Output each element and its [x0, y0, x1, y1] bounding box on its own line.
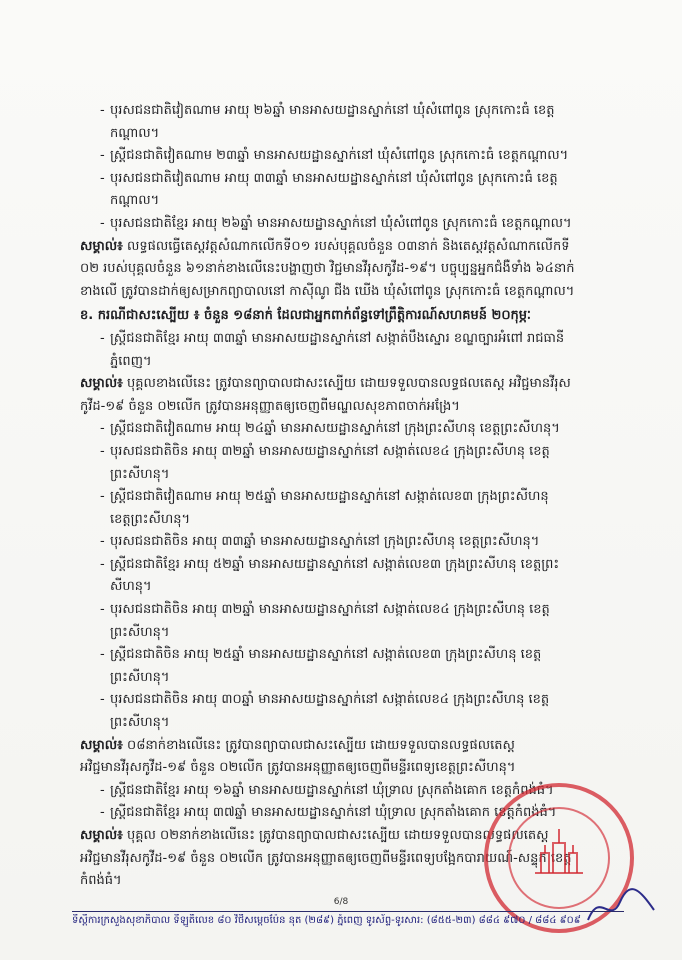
list-item-text: - ស្ត្រីជនជាតិវៀតណាម អាយុ ២៤ឆ្នាំ មានអាសយដ្ឋានស្នាក់នៅ ក្រុងព្រះសីហនុ ខេត្តព្រះសីហនុ។	[110, 421, 560, 437]
note-label: សម្គាល់៖	[80, 238, 123, 254]
list-item	[100, 168, 630, 213]
list-item-text: - បុរសជនជាតិវៀតណាម អាយុ ៣៣ឆ្នាំ មានអាសយដ្ឋានស្នាក់នៅ ឃុំសំពៅពូន ស្រុកកោះធំ ខេត្ត	[110, 170, 558, 186]
note-text: ០៨នាក់ខាងលើនេះ ត្រូវបានព្យាបាលជាសះស្បើយ ដោយទទួលបានលទ្ធផលតេស្ត	[122, 737, 515, 753]
document-body	[80, 100, 630, 893]
list-item	[100, 328, 630, 373]
note-text: បុគ្គលខាងលើនេះ ត្រូវបានព្យាបាលជាសះស្បើយ ដោយទទួលបានលទ្ធផលតេស្ត អវិជ្ជមានវីរុស	[122, 376, 571, 392]
list-item-text: ព្រះសីហនុ។	[110, 715, 170, 731]
note-text: បុគ្គល ០២នាក់ខាងលើនេះ ត្រូវបានព្យាបាលជាសះស្បើយ ដោយទទួលបានលទ្ធផលតេស្ត	[122, 828, 549, 843]
list-item-text: - ស្ត្រីជនជាតិវៀតណាម អាយុ ២៥ឆ្នាំ មានអាសយដ្ឋានស្នាក់នៅ សង្កាត់លេខ៣ ក្រុងព្រះសីហនុ	[110, 489, 549, 505]
list-item	[100, 100, 630, 145]
list-item-text: - បុរសជនជាតិចិន អាយុ ៣០ឆ្នាំ មានអាសយដ្ឋានស្នាក់នៅ សង្កាត់លេខ៤ ក្រុងព្រះសីហនុ ខេត្ត	[110, 692, 550, 708]
list-item-text: ភ្នំពេញ។	[110, 353, 152, 369]
list-item-text: ព្រះសីហនុ។	[110, 624, 170, 640]
temple-emblem-icon	[531, 825, 587, 875]
list-item-text: - បុរសជនជាតិខ្មែរ អាយុ ២៦ឆ្នាំ មានអាសយដ្ឋានស្នាក់នៅ ឃុំសំពៅពូន ស្រុកកោះធំ ខេត្តកណ្ដាល។	[110, 215, 572, 231]
list-item-text: - ស្ត្រីជនជាតិចិន អាយុ ២៥ឆ្នាំ មានអាសយដ្ឋានស្នាក់នៅ សង្កាត់លេខ៣ ក្រុងព្រះសីហនុ ខេត្ត	[110, 647, 542, 663]
list-item-text: សីហនុ។	[110, 579, 152, 595]
note-text: ខាងលើ ត្រូវបានដាក់ឲ្យសម្រាកព្យាបាលនៅ កាស៊ីណូ ជីង ឃើង ឃុំសំពៅពូន ស្រុកកោះធំ ខេត្តកណ្ដាល។	[80, 283, 575, 299]
list-item-text: - បុរសជនជាតិចិន អាយុ ៣២ឆ្នាំ មានអាសយដ្ឋានស្នាក់នៅ សង្កាត់លេខ៤ ក្រុងព្រះសីហនុ ខេត្ត	[110, 602, 550, 618]
note-text: កូវីដ-១៩ ចំនួន ០២លើក ត្រូវបានអនុញ្ញាតឲ្យចេញពីមណ្ឌលសុខភាពចាក់អង្រែ។	[80, 398, 460, 414]
note-paragraph	[80, 735, 630, 780]
list-item-text: - ស្ត្រីជនជាតិវៀតណាម ២៣ឆ្នាំ មានអាសយដ្ឋានស្នាក់នៅ ឃុំសំពៅពូន ស្រុកកោះធំ ខេត្តកណ្ដាល។	[110, 148, 569, 164]
list-item-text: កណ្ដាល។	[110, 193, 160, 209]
list-item-text: - បុរសជនជាតិចិន អាយុ ៣២ឆ្នាំ មានអាសយដ្ឋានស្នាក់នៅ សង្កាត់លេខ៤ ក្រុងព្រះសីហនុ ខេត្ត	[110, 443, 550, 459]
list-item-text: ព្រះសីហនុ។	[110, 466, 170, 482]
list-item	[100, 599, 630, 644]
list-item-text: ព្រះសីហនុ។	[110, 669, 170, 685]
list-item	[100, 441, 630, 486]
list-item	[100, 554, 630, 599]
list-item-text: - បុរសជនជាតិវៀតណាម អាយុ ២៦ឆ្នាំ មានអាសយដ្ឋានស្នាក់នៅ ឃុំសំពៅពូន ស្រុកកោះធំ ខេត្ត	[110, 103, 555, 118]
page-number: 6/8	[333, 897, 349, 907]
list-item-text: ខេត្តព្រះសីហនុ។	[110, 511, 191, 527]
note-text: ០២ របស់បុគ្គលចំនួន ៦១នាក់ខាងលើនេះបង្ហាញថា វិជ្ជមានវីរុសកូវីដ-១៩។ បច្ចុប្បន្នអ្នកជំងឺទាំង ៦៤នាក់	[80, 261, 575, 277]
note-label: សម្គាល់៖	[80, 737, 123, 753]
list-item	[100, 145, 630, 168]
note-text: លទ្ធផលធ្វើតេស្តវត្តសំណាកលើកទី០១ របស់បុគ្គលចំនួន ០៣នាក់ និងតេស្តវត្តសំណាកលើកទី	[122, 238, 570, 254]
list-item	[100, 486, 630, 531]
list-item-text: - ស្ត្រីជនជាតិខ្មែរ អាយុ ៣៧ឆ្នាំ មានអាសយដ្ឋានស្នាក់នៅ ឃុំទ្រាល ស្រុកតាំងគោក ខេត្តកំពង់ធំ។	[110, 805, 557, 821]
list-item-text: កណ្ដាល។	[110, 125, 160, 141]
section-heading: ខ. ករណីជាសះស្បើយ ៖ ចំនួន ១៨នាក់ ដែលជាអ្នកពាក់ព័ន្ធទៅព្រឹត្តិការណ៍សហគមន៍ ២០កុម្ភៈ	[80, 308, 532, 324]
footer-divider	[72, 911, 624, 912]
list-item-text: - បុរសជនជាតិចិន អាយុ ៣៣ឆ្នាំ មានអាសយដ្ឋានស្នាក់នៅ ក្រុងព្រះសីហនុ ខេត្តព្រះសីហនុ។	[110, 534, 540, 550]
footer-address: ទីស្តីការក្រសួងសុខាភិបាល ទីឡូតិ៍លេខ ៨០ វិថីសម្ដេចប៉ែន នុត (២៨៩) ភ្នំពេញ ទូរស័ព្ទ-ទូរសារ: (៨៥៥-២៣) ៨៨៤ ៩៧០ / ៨៨៤ ៩០៩	[72, 915, 581, 926]
list-item	[100, 418, 630, 441]
list-item-text: - ស្ត្រីជនជាតិខ្មែរ អាយុ ៣៣ឆ្នាំ មានអាសយដ្ឋានស្នាក់នៅ សង្កាត់បឹងស្នោរ ខណ្ឌច្បារអំពៅ រាជធានី	[110, 330, 565, 346]
note-text: អវិជ្ជមានវីរុសកូវីដ-១៩ ចំនួន ០២លើក ត្រូវបានអនុញ្ញាតឲ្យចេញពីមន្ទីរពេទ្យខេត្តព្រះសីហនុ។	[80, 760, 516, 776]
list-item	[100, 689, 630, 734]
note-paragraph	[80, 373, 630, 418]
note-label: សម្គាល់៖	[80, 828, 123, 843]
note-label: សម្គាល់៖	[80, 376, 123, 392]
list-item	[100, 531, 630, 554]
list-item	[100, 644, 630, 689]
list-item-text: - ស្ត្រីជនជាតិខ្មែរ អាយុ ៥២ឆ្នាំ មានអាសយដ្ឋានស្នាក់នៅ សង្កាត់លេខ៣ ក្រុងព្រះសីហនុ ខេត្តព្រះ	[110, 556, 560, 572]
note-text: កំពង់ធំ។	[80, 873, 122, 889]
list-item-text: - ស្ត្រីជនជាតិខ្មែរ អាយុ ១៦ឆ្នាំ មានអាសយដ្ឋានស្នាក់នៅ ឃុំទ្រាល ស្រុកតាំងគោក ខេត្តកំពង់ធំ។	[110, 782, 554, 798]
note-text: អវិជ្ជមានវីរុសកូវីដ-១៩ ចំនួន ០២លើក ត្រូវបានអនុញ្ញាតឲ្យចេញពីមន្ទីរពេទ្យបង្អែកបារាយណ៍-សន្ទុក ខេត្ត	[80, 850, 572, 866]
note-paragraph	[80, 236, 630, 304]
list-item	[100, 213, 630, 236]
